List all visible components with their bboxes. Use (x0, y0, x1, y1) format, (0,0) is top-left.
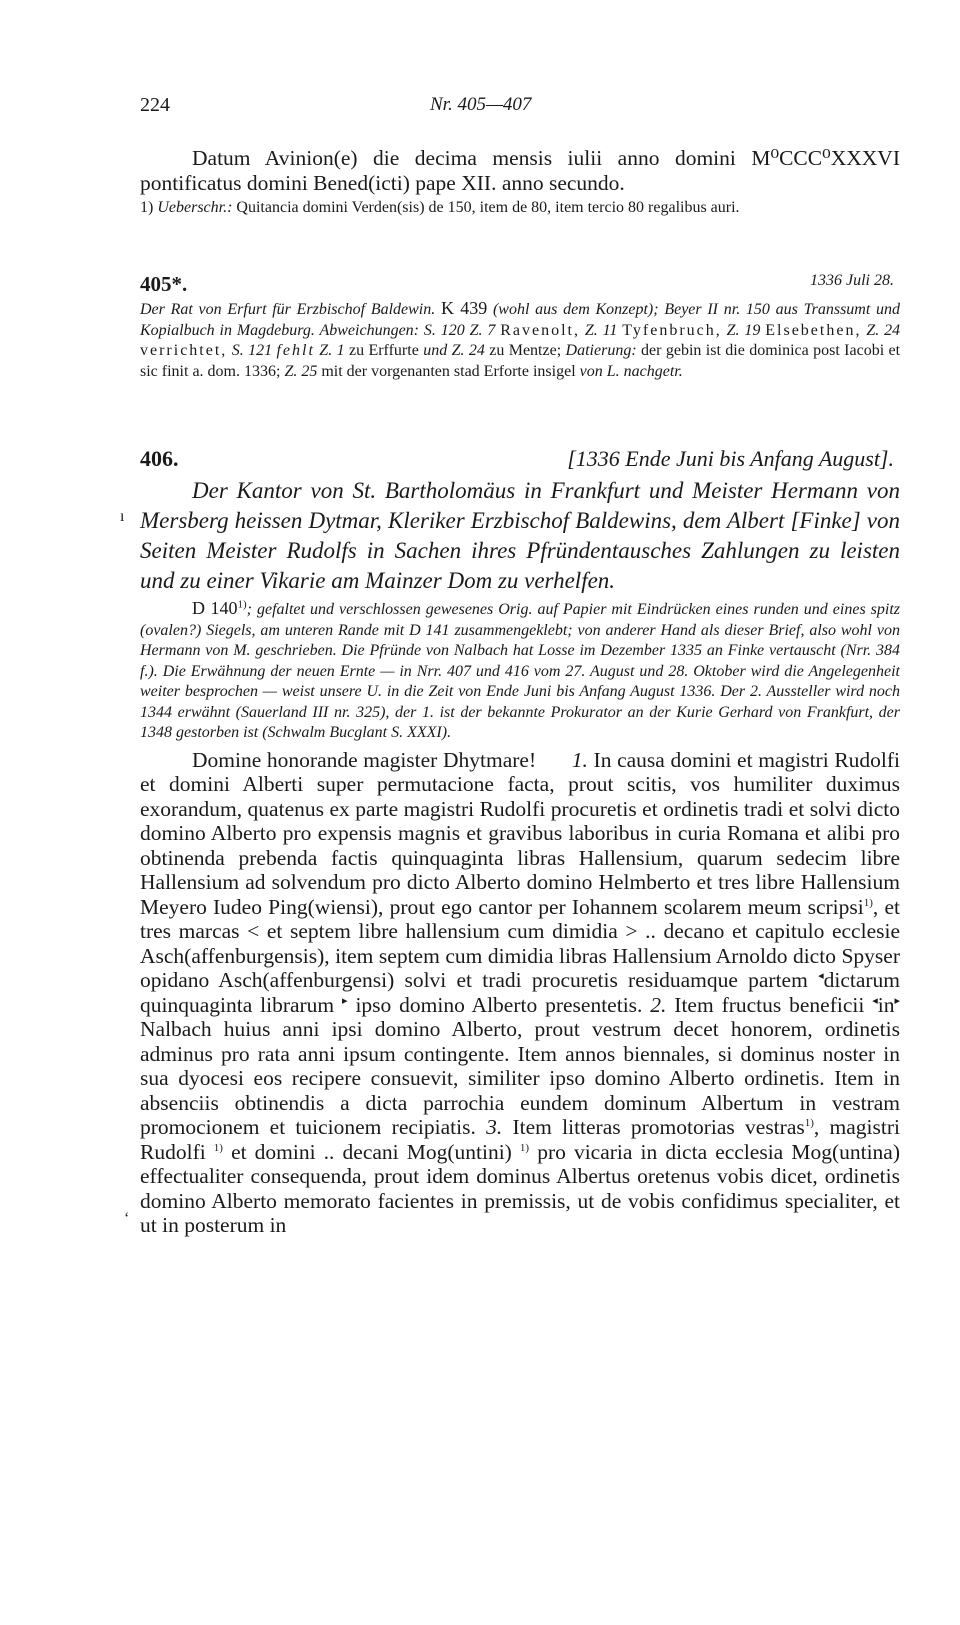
footnote-marker: 1) (140, 199, 154, 216)
doc405-header (140, 272, 900, 298)
doc405-number: 405*. (140, 272, 188, 296)
abw-5-word: fehlt (276, 342, 315, 359)
margin-mark-b: ʻ (124, 1210, 130, 1227)
text-segment-8: Nalbach huius anni ipsi domino Alberto, prout vestrum decet honorem, ordinetis adminus pro rata anni ipsum contingente. Item annos biennales, si dominus noster in sua dyocesi eos recipere consuevit, similiter ipso domino Alberto ordinetis. Item in absenciis obtinendis a dicta parrochia eundem dominum Albertum in vestram promocionem et tuicionem recipiatis. (140, 1017, 900, 1139)
doc406-number: 406. (140, 446, 179, 471)
text-segment-12: pro vicaria in dicta ecclesia Mog(untina) effectualiter consequenda, prout idem dominus Albertus oretenus vobis dicet, ordinetis domino Alberto memorato facientes in premissis, ut de vobis confidimus specialiter, et ut in posterum in (140, 1139, 900, 1237)
abw-4: Z. 24 (866, 321, 901, 339)
abw-3-word: Elsebethen, (765, 321, 862, 339)
insertion-mark-close-2: ▸ (894, 994, 901, 1007)
text-segment-7: in (877, 992, 895, 1017)
running-title: Nr. 405—407 (430, 94, 532, 115)
insertion-mark-open: ◂ (818, 969, 824, 982)
footnote (140, 198, 900, 218)
doc406-date: [1336 Ende Juni bis Anfang August]. (567, 446, 894, 471)
footnote-ref-1: 1) (863, 896, 873, 909)
abw-1-word: Ravenolt, (500, 321, 580, 339)
abw-6-word: zu Erffurte (348, 342, 419, 359)
abw-2: Z. 11 (584, 321, 618, 339)
doc406-apparatus (140, 598, 900, 744)
doc406-text (140, 748, 900, 1238)
text-segment-9: Item litteras promotorias vestras (512, 1115, 805, 1139)
footnote-ref-3: 1) (213, 1141, 223, 1154)
last-tail: von L. nachgetr. (579, 362, 683, 380)
insertion-mark-open-2: ◂ (872, 994, 878, 1007)
datierung-label: Datierung: (565, 342, 637, 359)
text-segment-5: ipso domino Alberto presentetis. (355, 992, 643, 1017)
salutation: Domine honorande magister Dhytmare! (192, 747, 537, 772)
doc406 (140, 446, 900, 1238)
doc405-apparatus (140, 298, 900, 382)
source-signature: D 140 (192, 598, 238, 618)
doc405-ref-k: K 439 (441, 298, 488, 318)
paragraph-number-2: 2. (650, 992, 667, 1017)
doc404-tail (140, 146, 900, 218)
abw-1: S. 120 Z. 7 (423, 321, 496, 339)
doc405 (140, 272, 900, 382)
footnote-ref-4: 1) (519, 1141, 530, 1154)
doc406-header (140, 446, 900, 476)
abw-5: S. 121 (231, 342, 273, 359)
source-description: ; gefaltet und verschlossen gewesenes Orig. auf Papier mit Eindrücken eines runden und eines spitz (ovalen?) Siegels, am unteren Rande mit D 141 zusammengeklebt; von anderer Hand als dieser Brief, also wohl von Hermann von M. geschrieben. Die Pfründe von Nalbach hat Losse im Dezember 1335 an Finke vertauscht (Nrr. 384 f.). Die Erwähnung der neuen Ernte — in Nrr. 407 und 416 vom 27. August und 28. Oktober wird die Angelegenheit weiter besprochen — weist unsere U. in die Zeit von Ende Juni bis Anfang August 1336. Der 2. Aussteller wird noch 1344 erwähnt (Sauerland III nr. 325), der 1. ist der bekannte Prokurator an der Kurie Gerhard von Frankfurt, der 1348 gestorben ist (Schwalm Bucglant S. XXXI). (140, 601, 901, 741)
doc405-ref-tail: (wohl aus dem Konzept); Beyer II nr. 150 aus Transsumt und Kopialbuch in Magdeburg. (140, 301, 901, 339)
datum-line: Datum Avinion(e) die decima mensis iulii anno domini M⁰CCC⁰XXXVI pontificatus domini Bened(icti) pape XII. anno secundo. (140, 146, 900, 195)
last-text: mit der vorgenanten stad Erforte insigel (321, 362, 576, 380)
doc405-regest: Der Rat von Erfurt für Erzbischof Baldewin. (140, 301, 436, 318)
abw-7-word: zu Mentze; (489, 342, 562, 359)
abw-4-word: verrichtet, (140, 342, 228, 359)
text-segment-11: et domini .. decani Mog(untini) (231, 1139, 512, 1164)
text-segment-3: , et tres marcas < et septem libre hallensium cum dimidia > .. decano et capitulo ecclesie Asch(affenburgensis), item septem cum dimidia libras Hallensium Arnoldo dicto Spyser opidano Asch(affenburgensi) solvi et tradi procuretis residuamque partem (140, 894, 900, 992)
abw-6-und: und (423, 342, 448, 359)
abw-6: Z. 1 (319, 342, 345, 359)
paragraph-number-3: 3. (486, 1115, 503, 1139)
text-segment-2: In causa domini et magistri Rudolfi et domini Alberti super permutacione facta, prout scitis, vos humiliter duximus exorandum, quatenus ex parte magistri Rudolfi procuretis et ordinetis tradi et solvi dicto domino Alberto pro expensis magnis et gravibus laboribus in curia Romana et alibi pro obtinenda prebenda factis quinquaginta libras Hallensium, quarum sedecim libre Hallensium ad solvendum pro dicto Alberto domino Helmberto et tres libre Hallensium Meyero Iudeo Ping(wiensi), prout ego cantor per Iohannem scolarem meum scripsi (140, 747, 901, 919)
text-segment-4: dictarum quinquaginta librarum (140, 968, 901, 1017)
abw-7: Z. 24 (451, 342, 485, 359)
text-segment-10: , magistri Rudolfi (140, 1115, 900, 1164)
paragraph-number-1: 1. (571, 747, 588, 772)
margin-mark-a: ı (120, 508, 125, 525)
abweichungen-label: Abweichungen: (319, 321, 419, 339)
insertion-mark-close: ▸ (342, 994, 348, 1007)
text-segment-6: Item fructus beneficii (674, 992, 865, 1017)
footnote-ref-2: 1) (804, 1116, 814, 1129)
running-head (140, 94, 900, 124)
datierung-text: der gebin ist die dominica post Iacobi et sic finit a. dom. 1336; (140, 342, 901, 380)
footnote-text: Quitancia domini Verden(sis) de 150, item de 80, item tercio 80 regalibus auri. (236, 199, 740, 216)
page-number: 224 (140, 94, 170, 116)
last-ref: Z. 25 (284, 362, 318, 380)
doc406-regest: Der Kantor von St. Bartholomäus in Frankfurt und Meister Hermann von Mersberg heissen Dytmar, Kleriker Erzbischof Baldewins, dem Albert [Finke] von Seiten Meister Rudolfs in Sachen ihres Pfründentausches Zahlungen zu leisten und zu einer Vikarie am Mainzer Dom zu verhelfen. (140, 478, 900, 593)
abw-3: Z. 19 (726, 321, 761, 339)
source-footnote-ref: 1) (237, 598, 247, 611)
abw-2-word: Tyfenbruch, (622, 321, 722, 339)
doc405-date: 1336 Juli 28. (810, 272, 894, 289)
footnote-label: Ueberschr.: (157, 199, 233, 216)
